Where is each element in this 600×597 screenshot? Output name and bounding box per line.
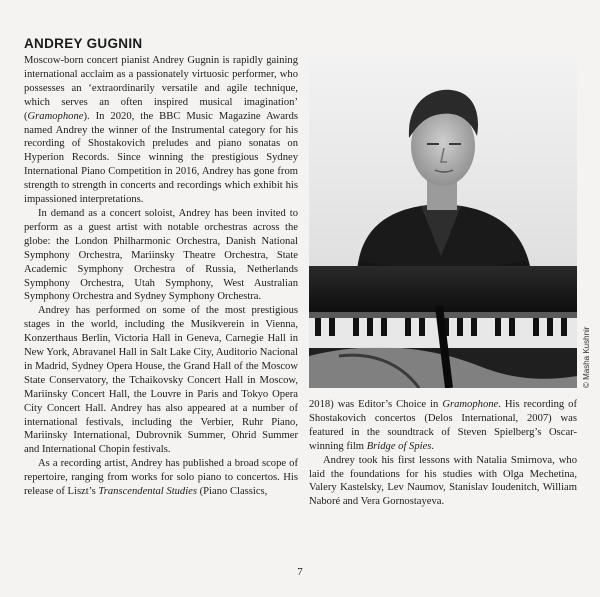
paragraph: In demand as a concert soloist, Andrey has been invited to perform as a guest artist with notable orchestras across the globe: the London Philharmonic Orchestra, Danish National Symphony Orchestra, Mariinsky Theatre Orchestra, State Academic Symphony Orchestra of Russia, Netherlands Symphony Orchestra, Utah Symphony, West Australian Symphony Orchestra and Sydney Symphony Orchestra. (24, 207, 298, 303)
page-title: ANDREY GUGNIN (24, 36, 143, 51)
pianist-photo-illustration (309, 56, 577, 388)
photo-credit: © Masha Kushnir (582, 326, 591, 388)
pianist-photo (309, 56, 577, 388)
biography-left-column (24, 54, 298, 499)
paragraph: 2018) was Editor’s Choice in Gramophone. His recording of Shostakovich concertos (Delos International, 2007) was featured in the soundtrack of Steven Spielberg’s Oscar-winning film Bridge of Spies. (309, 399, 577, 452)
paragraph: Andrey has performed on some of the most prestigious stages in the world, including the Musikverein in Vienna, Konzerthaus Berlin, Victoria Hall in Geneva, Carnegie Hall in New York, Abravanel Hall in Salt Lake City, Auditorio Nacional in Madrid, Sydney Opera House, the Grand Hall of the Moscow State Conservatory, the Tchaikovsky Concert Hall in Moscow, Mariinsky Concert Hall, the Louvre in Paris and Tokyo Opera City Concert Hall. Andrey has also appeared at a number of international festivals, including the Verbier, Ruhr Piano, Mariinsky International, Dubrovnik Summer, Ohrid Summer and International Chopin festivals. (24, 305, 298, 456)
paragraph: As a recording artist, Andrey has published a broad scope of repertoire, ranging from works for solo piano to concertos. His release of Liszt’s Transcendental Studies (Piano Classics, (24, 458, 298, 498)
paragraph: Andrey took his first lessons with Natalia Smirnova, who laid the foundations for his studies with Olga Mechetina, Valery Kastelsky, Lev Naumov, Stanislav Ioudenitch, William Naboré and Vera Gornostayeva. (309, 454, 577, 508)
biography-right-column (309, 398, 577, 509)
page-number: 7 (297, 566, 303, 578)
paragraph: Moscow-born concert pianist Andrey Gugnin is rapidly gaining international acclaim as a passionately virtuosic performer, who possesses an ‘extraordinarily versatile and agile technique, which serves an often inspired musical imagination’ (Gramophone). In 2020, the BBC Music Magazine Awards named Andrey the winner of the Instrumental category for his recording of Shostakovich preludes and piano sonatas on Hyperion Records. Since winning the prestigious Sydney International Piano Competition in 2016, Andrey has gone from strength to strength in concerts and recordings which exhibit his impassioned interpretations. (24, 55, 298, 206)
